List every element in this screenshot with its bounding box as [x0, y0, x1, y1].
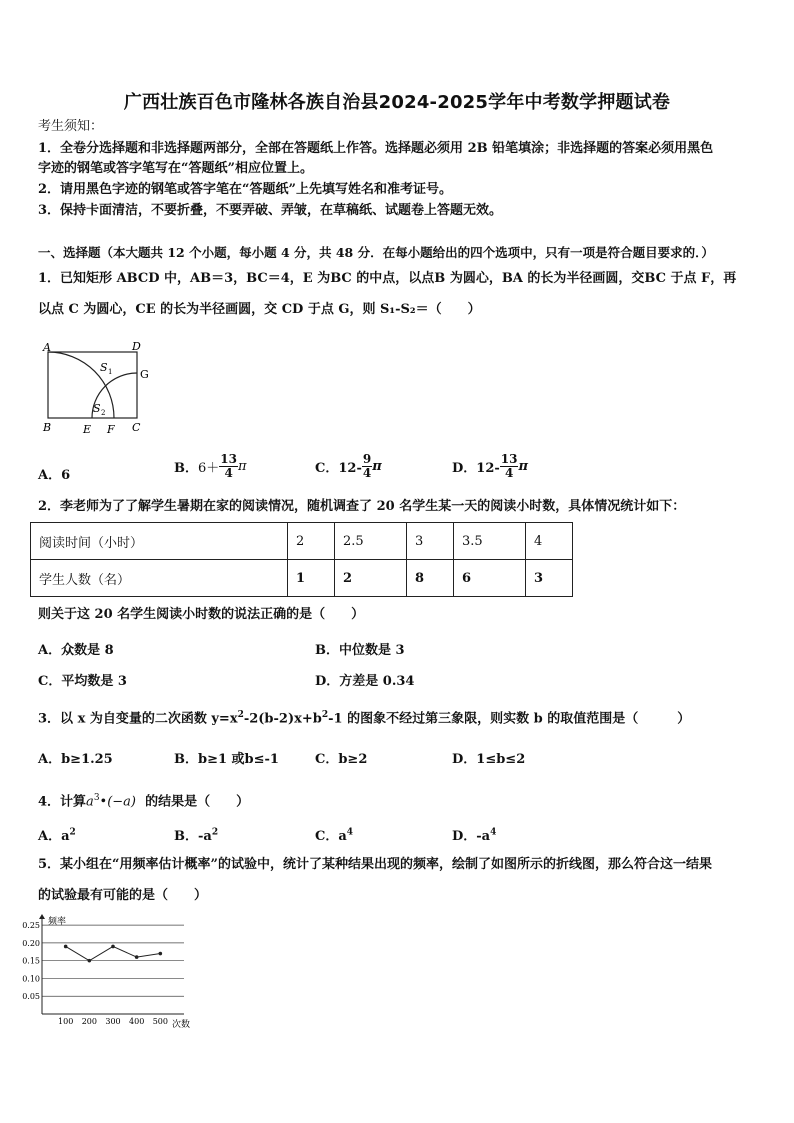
q4-text-part: 4．计算 — [38, 794, 87, 810]
q1-option-c-label: C．12- — [315, 461, 362, 476]
q2-text: 2．李老师为了了解学生暑期在家的阅读情况，随机调查了 20 名学生某一天的阅读小时数，具体情况统计如下： — [38, 499, 686, 514]
table-cell: 4 — [526, 523, 573, 560]
q3-text — [38, 707, 690, 727]
q1-option-c — [315, 453, 382, 480]
exponent: 2 — [69, 827, 76, 838]
frac-num: 13 — [500, 452, 518, 466]
q2-option-c: C．平均数是 3 — [38, 674, 127, 689]
q4-text-part: 的结果是（ ） — [145, 794, 250, 810]
table-cell: 2 — [335, 560, 407, 597]
q1-option-b-label: B． — [174, 461, 198, 476]
table-row — [31, 560, 573, 597]
option-text: C．a — [315, 829, 347, 844]
q1-line-2: 以点 C 为圆心，CE 的长为半径画圆，交 CD 于点 G，则 S₁-S₂＝（ ） — [38, 302, 481, 317]
section-heading: 一、选择题（本大题共 12 个小题，每小题 4 分，共 48 分．在每小题给出的四个选项中，只有一项是符合题目要求的．） — [38, 245, 714, 260]
q5-line-2: 的试验最有可能的是（ ） — [38, 888, 208, 903]
notice-line-4: 3．保持卡面清洁，不要折叠，不要弄破、弄皱，在草稿纸、试题卷上答题无效。 — [38, 203, 503, 218]
q4-option-a — [38, 825, 76, 844]
x-tick-label: 200 — [81, 1017, 97, 1026]
x-tick-label: 100 — [58, 1017, 74, 1026]
q4-text — [38, 790, 249, 810]
q1-option-d — [452, 453, 528, 480]
q3-text-part: -2(b-2)x+b — [243, 711, 322, 727]
q3-text-part: -1 的图象不经过第三象限，则实数 b 的取值范围是（ ） — [328, 711, 691, 727]
notice-line-2: 字迹的钢笔或答字笔写在“答题纸”相应位置上。 — [38, 161, 313, 176]
y-tick-label: 0.20 — [22, 938, 40, 948]
exponent: 2 — [211, 827, 219, 838]
y-tick-label: 0.05 — [22, 992, 40, 1002]
q3-option-d: D．1≤b≤2 — [452, 752, 526, 767]
q1-option-d-label: D．12- — [452, 461, 500, 476]
x-axis-label: 次数 — [172, 1020, 191, 1030]
q3-option-c: C．b≥2 — [315, 752, 368, 767]
q5-line-1: 5．某小组在“用频率估计概率”的试验中，统计了某种结果出现的频率，绘制了如图所示的折线图，那么符合这一结果 — [38, 857, 713, 872]
pi-symbol: π — [518, 459, 528, 474]
q1-option-b-expr: 6＋ — [198, 461, 220, 476]
table-cell: 3 — [526, 560, 573, 597]
q4-option-c — [315, 825, 353, 844]
exponent: 2 — [321, 710, 329, 720]
label-E: E — [83, 423, 92, 436]
page-title: 广西壮族百色市隆林各族自治县2024-2025学年中考数学押题试卷 — [123, 92, 671, 113]
y-tick-label: 0.10 — [22, 974, 40, 984]
frequency-line-chart — [22, 914, 200, 1032]
q2-option-d: D．方差是 0.34 — [315, 674, 415, 689]
x-tick-label: 400 — [129, 1017, 145, 1026]
x-tick-label: 300 — [105, 1017, 121, 1026]
frac-num: 9 — [362, 452, 372, 466]
label-S1-sub: 1 — [108, 368, 113, 376]
y-tick-label: 0.25 — [22, 921, 40, 931]
label-S2-sub: 2 — [101, 409, 106, 417]
exponent: 4 — [346, 827, 354, 838]
label-B: B — [43, 421, 52, 434]
exponent: 3 — [93, 793, 100, 803]
math-expr: •(−a) — [99, 794, 137, 810]
notice-heading: 考生须知： — [38, 119, 104, 134]
exponent: 2 — [237, 710, 244, 720]
table-cell: 2.5 — [335, 523, 407, 560]
table-cell: 阅读时间（小时） — [31, 523, 288, 560]
table-row — [31, 523, 573, 560]
q1-option-c-fraction — [362, 453, 372, 480]
q2-question: 则关于这 20 名学生阅读小时数的说法正确的是（ ） — [38, 607, 365, 622]
table-cell: 2 — [288, 523, 335, 560]
label-S2: S — [93, 402, 101, 415]
q1-option-a: A．6 — [38, 468, 71, 483]
table-cell: 3.5 — [454, 523, 526, 560]
table-cell: 学生人数（名） — [31, 560, 288, 597]
notice-line-3: 2．请用黑色字迹的钢笔或答字笔在“答题纸”上先填写姓名和准考证号。 — [38, 182, 453, 197]
q2-option-b: B．中位数是 3 — [315, 643, 405, 658]
label-D: D — [132, 340, 141, 353]
q2-option-a: A．众数是 8 — [38, 643, 114, 658]
label-C: C — [132, 421, 141, 434]
label-F: F — [107, 423, 115, 436]
label-A: A — [43, 341, 51, 354]
y-tick-label: 0.15 — [22, 956, 40, 966]
table-cell: 1 — [288, 560, 335, 597]
rectangle-figure — [36, 338, 156, 438]
data-point — [88, 959, 92, 963]
q4-option-d — [452, 825, 496, 844]
frac-den: 4 — [504, 466, 514, 480]
series-line — [66, 946, 161, 960]
notice-line-1: 1．全卷分选择题和非选择题两部分，全部在答题纸上作答。选择题必须用 2B 铅笔填涂；非选择题的答案必须用黑色 — [38, 141, 714, 156]
frac-den: 4 — [362, 466, 372, 480]
option-text: D．-a — [452, 829, 491, 844]
y-axis-label: 频率 — [48, 917, 67, 927]
q3-text-part: 3．以 x 为自变量的二次函数 y=x — [38, 711, 238, 727]
data-point — [111, 945, 115, 949]
q1-option-d-fraction — [500, 453, 519, 480]
data-point — [159, 952, 163, 956]
pi-symbol: π — [237, 459, 247, 474]
exponent: 4 — [490, 827, 497, 838]
q1-option-b-fraction — [219, 453, 238, 480]
q1-option-b — [174, 453, 247, 480]
x-tick-label: 500 — [152, 1017, 168, 1026]
option-text: A．a — [38, 829, 70, 844]
pi-symbol: π — [372, 459, 382, 474]
table-cell: 6 — [454, 560, 526, 597]
q1-line-1: 1．已知矩形 ABCD 中，AB＝3，BC＝4，E 为BC 的中点，以点B 为圆心，BA 的长为半径画圆，交BC 于点 F，再 — [38, 271, 737, 286]
frac-num: 13 — [220, 452, 237, 466]
q4-option-b — [174, 825, 218, 844]
frac-den: 4 — [224, 466, 233, 480]
reading-table — [30, 522, 573, 597]
label-G: G — [140, 368, 149, 381]
q3-option-a: A．b≥1.25 — [38, 752, 113, 767]
table-cell: 3 — [407, 523, 454, 560]
y-axis-arrow — [39, 914, 45, 919]
math-var: a — [86, 794, 94, 810]
data-point — [64, 945, 68, 949]
option-text: B．-a — [174, 829, 212, 844]
table-cell: 8 — [407, 560, 454, 597]
q3-option-b: B．b≥1 或b≤-1 — [174, 752, 279, 767]
data-point — [135, 955, 139, 959]
label-S1: S — [100, 361, 108, 374]
